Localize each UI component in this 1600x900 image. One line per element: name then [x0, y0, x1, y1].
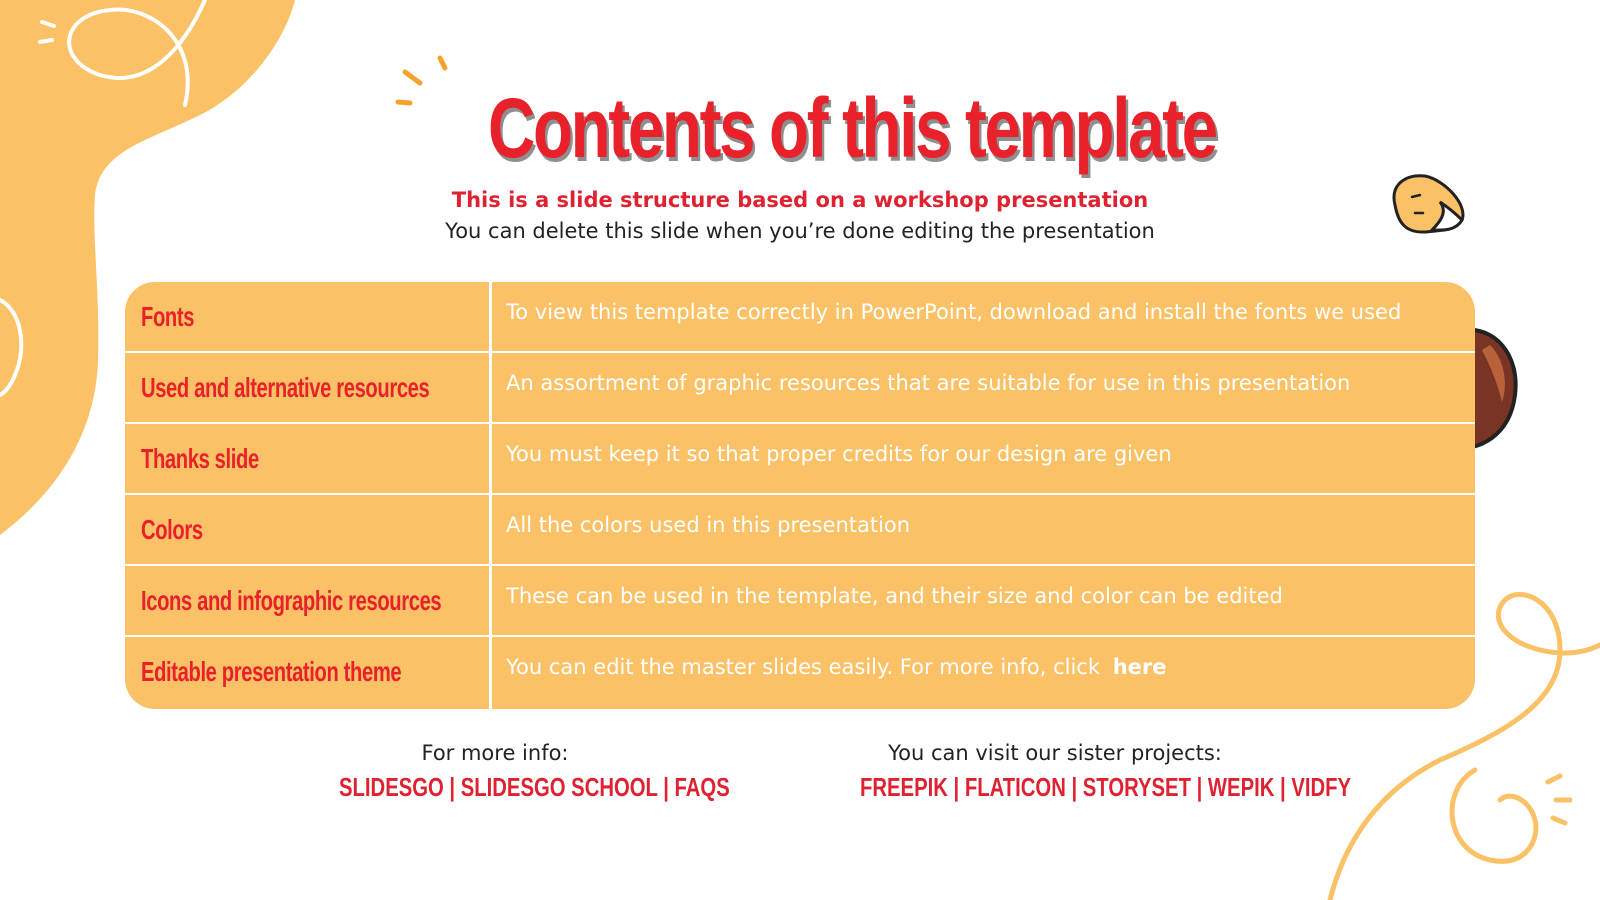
table-row	[125, 566, 1475, 637]
row-label: Used and alternative resources	[141, 372, 430, 403]
here-link[interactable]: here	[1112, 655, 1167, 679]
more-info-label: For more info:	[421, 741, 569, 765]
row-label: Icons and infographic resources	[141, 585, 442, 616]
table-row	[125, 495, 1475, 566]
row-label: Editable presentation theme	[141, 656, 402, 687]
table-row	[125, 637, 1475, 708]
table-row	[125, 353, 1475, 424]
small-sparkle-icon	[1548, 776, 1570, 823]
swirl-loop	[1452, 770, 1536, 861]
subtitle-secondary: You can delete this slide when you’re done editing the presentation	[445, 219, 1155, 243]
sister-projects-links[interactable]: FREEPIK | FLATICON | STORYSET | WEPIK | VIDFY	[860, 772, 1352, 802]
row-label: Fonts	[141, 301, 195, 332]
more-info-links[interactable]: SLIDESGO | SLIDESGO SCHOOL | FAQS	[339, 772, 730, 802]
page-title: Contents of this template	[488, 81, 1216, 175]
sparkle-icon	[398, 58, 445, 103]
row-description: All the colors used in this presentation	[506, 513, 911, 537]
table-row	[125, 282, 1475, 353]
row-label: Thanks slide	[141, 443, 259, 474]
row-description: To view this template correctly in PowerPoint, download and install the fonts we used	[506, 300, 1402, 324]
subtitle: This is a slide structure based on a workshop presentation	[451, 188, 1149, 212]
table-row	[125, 424, 1475, 495]
sister-projects-label: You can visit our sister projects:	[888, 741, 1222, 765]
row-description-text: You can edit the master slides easily. For more info, click	[506, 655, 1101, 679]
row-description: You must keep it so that proper credits for our design are given	[506, 442, 1172, 466]
row-description: These can be used in the template, and their size and color can be edited	[506, 584, 1283, 608]
row-description	[506, 637, 1167, 697]
row-description: An assortment of graphic resources that are suitable for use in this presentation	[506, 371, 1351, 395]
contents-table	[125, 282, 1475, 709]
row-label: Colors	[141, 514, 203, 545]
peanut-icon	[1394, 176, 1463, 232]
